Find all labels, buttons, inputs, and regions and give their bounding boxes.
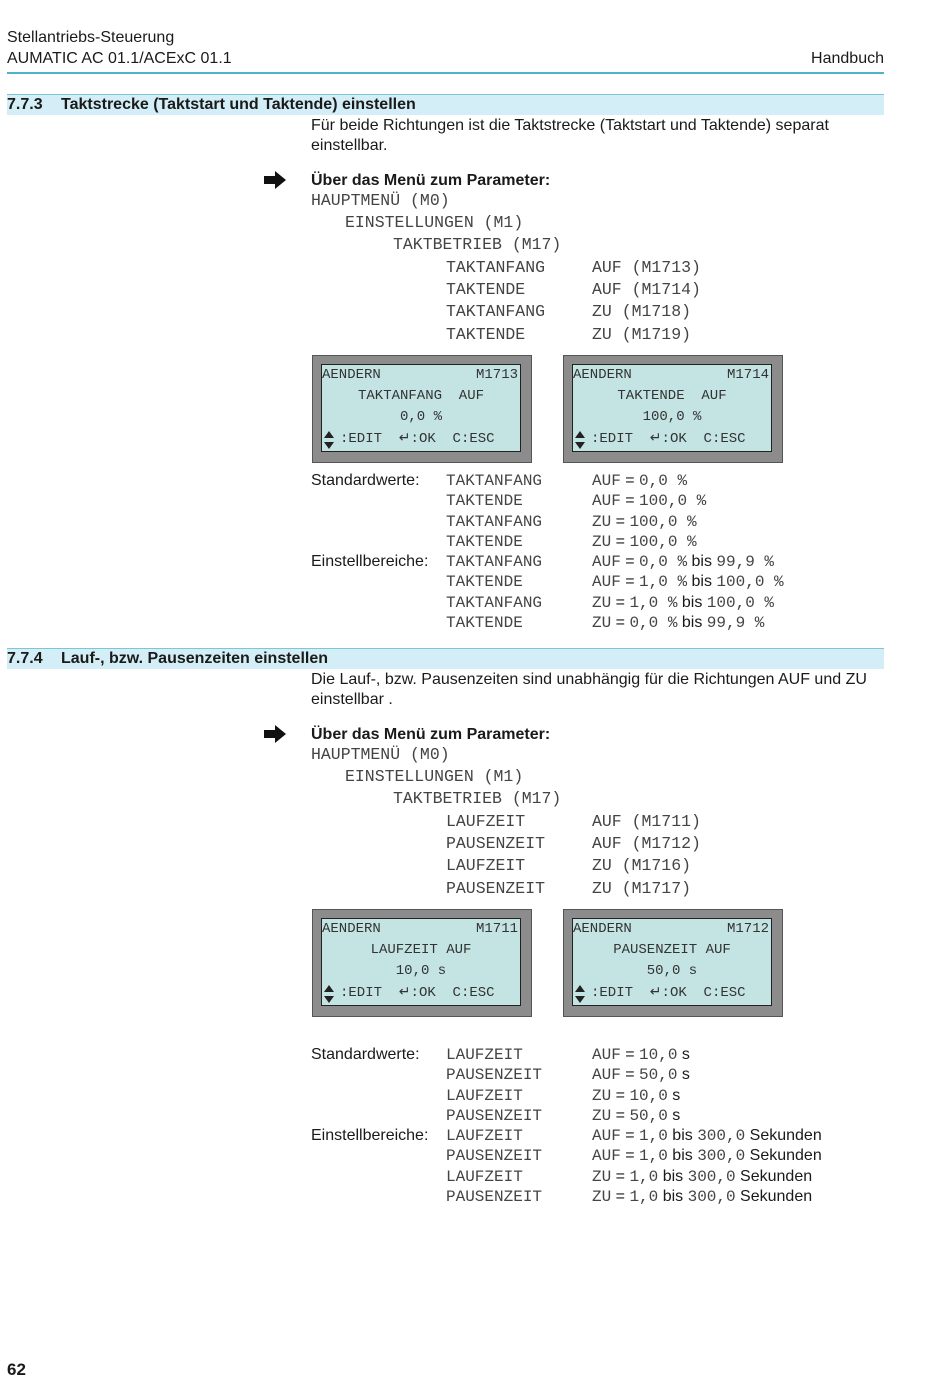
param-name: TAKTENDE <box>446 492 523 510</box>
header-rule <box>7 72 884 74</box>
range-unit: Sekunden <box>745 1127 822 1144</box>
equals-sign: = <box>611 594 630 611</box>
up-down-arrow-icon <box>324 985 334 1003</box>
param-unit: s <box>677 1066 690 1083</box>
menu-item-name: LAUFZEIT <box>446 856 526 875</box>
range-bis: bis <box>677 594 707 611</box>
param-name: TAKTANFANG <box>446 553 543 571</box>
param-val: 100,0 % <box>629 533 697 551</box>
page-number: 62 <box>7 1360 26 1379</box>
range-bis: bis <box>667 1147 698 1164</box>
param-name: PAUSENZEIT <box>446 1107 543 1125</box>
equals-sign: = <box>620 1046 640 1063</box>
param-name: TAKTENDE <box>446 614 523 632</box>
param-value <box>592 1087 680 1105</box>
lcd-code: M1712 <box>726 921 769 937</box>
range-to: 99,9 % <box>706 614 765 632</box>
lcd-code: M1714 <box>726 367 769 383</box>
ranges-label: Einstellbereiche: <box>311 553 429 570</box>
equals-sign: = <box>611 1188 630 1205</box>
param-value <box>592 472 687 490</box>
param-dir: AUF <box>592 573 621 591</box>
param-val: 10,0 <box>639 1046 678 1064</box>
range-from: 1,0 <box>629 1188 659 1206</box>
equals-sign: = <box>620 472 640 489</box>
menu-item-code: ZU (M1719) <box>592 325 692 344</box>
param-name: PAUSENZEIT <box>446 1147 543 1165</box>
equals-sign: = <box>620 1127 640 1144</box>
param-range <box>592 614 764 632</box>
param-name: LAUFZEIT <box>446 1168 523 1186</box>
param-name: TAKTANFANG <box>446 472 543 490</box>
section-number: 7.7.3 <box>7 96 43 113</box>
menu-path-settings: EINSTELLUNGEN (M1) <box>345 213 524 232</box>
menu-path-cycle: TAKTBETRIEB (M17) <box>393 789 562 808</box>
lcd-screen <box>321 364 521 452</box>
lcd-label: PAUSENZEIT AUF <box>613 942 731 958</box>
param-dir: AUF <box>592 472 621 490</box>
range-to: 300,0 <box>687 1168 736 1186</box>
param-name: PAUSENZEIT <box>446 1188 543 1206</box>
param-value <box>592 1066 690 1084</box>
param-name: LAUFZEIT <box>446 1127 523 1145</box>
range-unit: Sekunden <box>735 1168 813 1185</box>
param-dir: ZU <box>592 533 612 551</box>
lcd-value: 10,0 s <box>395 963 447 979</box>
range-to: 300,0 <box>697 1147 746 1165</box>
menu-item-code: AUF (M1714) <box>592 280 701 299</box>
lcd-keys: :EDIT ↵:OK C:ESC <box>591 985 746 1001</box>
param-dir: ZU <box>592 513 612 531</box>
range-to: 100,0 % <box>706 594 775 612</box>
param-dir: AUF <box>592 1066 621 1084</box>
menu-item-code: ZU (M1716) <box>592 856 692 875</box>
range-from: 1,0 <box>629 1168 659 1186</box>
menu-item-code: ZU (M1717) <box>592 879 692 898</box>
param-range <box>592 1168 812 1186</box>
equals-sign: = <box>611 1107 630 1124</box>
param-name: TAKTENDE <box>446 533 523 551</box>
param-dir: AUF <box>592 1147 621 1165</box>
param-dir: ZU <box>592 1168 612 1186</box>
param-value <box>592 1107 680 1125</box>
range-from: 1,0 % <box>629 594 678 612</box>
range-from: 1,0 % <box>639 573 688 591</box>
up-down-arrow-icon <box>575 985 585 1003</box>
menu-item-code: AUF (M1712) <box>592 834 701 853</box>
range-bis: bis <box>658 1168 688 1185</box>
param-dir: AUF <box>592 1046 621 1064</box>
range-bis: bis <box>687 573 717 590</box>
defaults-label: Standardwerte: <box>311 1046 420 1063</box>
menu-item-name: TAKTENDE <box>446 280 526 299</box>
equals-sign: = <box>620 573 640 590</box>
range-bis: bis <box>658 1188 688 1205</box>
param-range <box>592 1188 812 1206</box>
up-down-arrow-icon <box>324 431 334 449</box>
param-name: TAKTANFANG <box>446 513 543 531</box>
ranges-label: Einstellbereiche: <box>311 1127 429 1144</box>
lcd-mode: AENDERN <box>573 921 632 937</box>
equals-sign: = <box>620 1066 640 1083</box>
menu-item-code: ZU (M1718) <box>592 302 692 321</box>
range-from: 1,0 <box>639 1127 668 1145</box>
range-from: 0,0 % <box>639 553 688 571</box>
lcd-code: M1713 <box>475 367 518 383</box>
param-name: TAKTENDE <box>446 573 523 591</box>
range-bis: bis <box>687 553 717 570</box>
lcd-mode: AENDERN <box>573 367 632 383</box>
right-arrow-icon <box>264 725 286 743</box>
lcd-screen <box>572 364 772 452</box>
lcd-label: TAKTANFANG AUF <box>357 388 485 404</box>
param-val: 0,0 % <box>639 472 688 490</box>
param-value <box>592 1046 690 1064</box>
up-down-arrow-icon <box>575 431 585 449</box>
range-to: 300,0 <box>687 1188 736 1206</box>
equals-sign: = <box>620 1147 640 1164</box>
range-to: 99,9 % <box>716 553 775 571</box>
lcd-keys: :EDIT ↵:OK C:ESC <box>340 431 495 447</box>
param-dir: ZU <box>592 614 612 632</box>
right-arrow-icon <box>264 171 286 189</box>
header-product-line: Stellantriebs-Steuerung <box>7 29 175 46</box>
menu-item-name: LAUFZEIT <box>446 812 526 831</box>
range-bis: bis <box>677 614 707 631</box>
range-unit: Sekunden <box>735 1188 813 1205</box>
equals-sign: = <box>611 614 630 631</box>
section-title: Taktstrecke (Taktstart und Taktende) einstellen <box>61 96 416 113</box>
menu-item-code: AUF (M1711) <box>592 812 701 831</box>
equals-sign: = <box>611 1168 630 1185</box>
param-dir: AUF <box>592 1127 621 1145</box>
lcd-label: TAKTENDE AUF <box>617 388 727 404</box>
equals-sign: = <box>620 553 640 570</box>
param-dir: AUF <box>592 553 621 571</box>
equals-sign: = <box>611 1087 630 1104</box>
lcd-screen <box>572 918 772 1006</box>
param-val: 50,0 <box>639 1066 678 1084</box>
lcd-display <box>312 909 532 1017</box>
section-title: Lauf-, bzw. Pausenzeiten einstellen <box>61 650 329 667</box>
menu-item-name: TAKTANFANG <box>446 258 546 277</box>
param-range <box>592 1127 822 1145</box>
lcd-label: LAUFZEIT AUF <box>370 942 472 958</box>
lcd-keys: :EDIT ↵:OK C:ESC <box>340 985 495 1001</box>
section-number: 7.7.4 <box>7 650 43 667</box>
param-dir: ZU <box>592 1107 612 1125</box>
menu-item-name: TAKTENDE <box>446 325 526 344</box>
param-value <box>592 492 706 510</box>
param-name: LAUFZEIT <box>446 1046 523 1064</box>
lcd-display <box>563 909 783 1017</box>
param-val: 100,0 % <box>639 492 707 510</box>
lcd-code: M1711 <box>475 921 518 937</box>
param-name: LAUFZEIT <box>446 1087 523 1105</box>
range-bis: bis <box>667 1127 698 1144</box>
param-dir: ZU <box>592 594 612 612</box>
menu-path-cycle: TAKTBETRIEB (M17) <box>393 235 562 254</box>
lcd-display <box>312 355 532 463</box>
lcd-mode: AENDERN <box>322 921 381 937</box>
lcd-value: 50,0 s <box>646 963 698 979</box>
header-product-model: AUMATIC AC 01.1/ACExC 01.1 <box>7 50 232 67</box>
equals-sign: = <box>620 492 640 509</box>
lcd-value: 0,0 % <box>399 409 442 425</box>
menu-heading: Über das Menü zum Parameter: <box>311 172 551 189</box>
param-val: 50,0 <box>629 1107 668 1125</box>
equals-sign: = <box>611 533 630 550</box>
param-value <box>592 533 697 551</box>
param-val: 10,0 <box>629 1087 668 1105</box>
lcd-mode: AENDERN <box>322 367 381 383</box>
param-name: TAKTANFANG <box>446 594 543 612</box>
range-unit: Sekunden <box>745 1147 822 1164</box>
section-intro: Für beide Richtungen ist die Taktstrecke (Taktstart und Taktende) separat einstellbar. <box>311 117 829 154</box>
param-dir: ZU <box>592 1188 612 1206</box>
lcd-display <box>563 355 783 463</box>
lcd-value: 100,0 % <box>642 409 702 425</box>
range-from: 1,0 <box>639 1147 668 1165</box>
menu-item-name: PAUSENZEIT <box>446 879 546 898</box>
param-unit: s <box>667 1087 681 1104</box>
param-range <box>592 553 774 571</box>
param-name: PAUSENZEIT <box>446 1066 543 1084</box>
param-val: 100,0 % <box>629 513 697 531</box>
defaults-label: Standardwerte: <box>311 472 420 489</box>
menu-heading: Über das Menü zum Parameter: <box>311 726 551 743</box>
param-value <box>592 513 697 531</box>
param-dir: AUF <box>592 492 621 510</box>
range-to: 300,0 <box>697 1127 746 1145</box>
menu-item-code: AUF (M1713) <box>592 258 701 277</box>
menu-item-name: TAKTANFANG <box>446 302 546 321</box>
range-from: 0,0 % <box>629 614 678 632</box>
menu-path-main: HAUPTMENÜ (M0) <box>311 191 450 210</box>
lcd-keys: :EDIT ↵:OK C:ESC <box>591 431 746 447</box>
param-range <box>592 594 774 612</box>
menu-item-name: PAUSENZEIT <box>446 834 546 853</box>
param-unit: s <box>667 1107 681 1124</box>
header-doc-type: Handbuch <box>811 50 884 67</box>
lcd-screen <box>321 918 521 1006</box>
range-to: 100,0 % <box>716 573 784 591</box>
equals-sign: = <box>611 513 630 530</box>
section-intro: Die Lauf-, bzw. Pausenzeiten sind unabhängig für die Richtungen AUF und ZU einstellbar . <box>311 671 867 708</box>
param-range <box>592 1147 822 1165</box>
param-range <box>592 573 784 591</box>
param-dir: ZU <box>592 1087 612 1105</box>
menu-path-main: HAUPTMENÜ (M0) <box>311 745 450 764</box>
menu-path-settings: EINSTELLUNGEN (M1) <box>345 767 524 786</box>
param-unit: s <box>677 1046 690 1063</box>
